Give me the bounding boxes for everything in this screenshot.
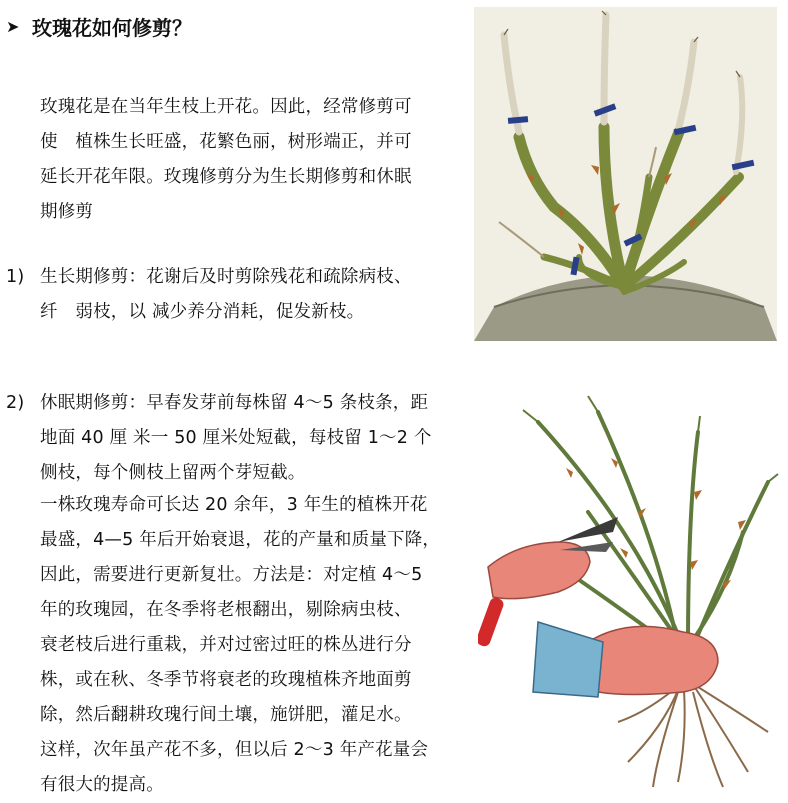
rose-bush-svg [474, 7, 777, 341]
item-number: 1) [6, 267, 25, 287]
renewal-line: 最盛，4—5 年后开始衰退，花的产量和质量下降， [40, 530, 441, 550]
intro-paragraph [40, 90, 468, 230]
item-line: 休眠期修剪：早春发芽前每株留 4～5 条枝条，距 [40, 393, 429, 413]
list-item-growth-pruning [6, 260, 466, 330]
renewal-line: 因此，需要进行更新复壮。方法是：对定植 4～5 [40, 565, 423, 585]
item-line: 地面 40 厘 米一 50 厘米处短截，每枝留 1～2 个 [40, 428, 432, 448]
renewal-line: 株，或在秋、冬季节将衰老的玫瑰植株齐地面剪 [40, 670, 412, 690]
section-heading [6, 12, 192, 41]
item-line: 纤 弱枝，以 减少养分消耗，促发新枝。 [40, 302, 365, 322]
item-line: 侧枝，每个侧枝上留两个芽短截。 [40, 463, 306, 483]
intro-line: 玫瑰花是在当年生枝上开花。因此，经常修剪可 [40, 97, 412, 117]
list-item-dormant-pruning [6, 386, 468, 491]
renewal-line: 年的玫瑰园，在冬季将老根翻出，剔除病虫枝、 [40, 600, 412, 620]
shears-svg [478, 392, 784, 790]
intro-line: 延长开花年限。玫瑰修剪分为生长期修剪和休眠 [40, 167, 412, 187]
renewal-line: 衰老枝后进行重栽，并对过密过旺的株丛进行分 [40, 635, 412, 655]
renewal-line: 一株玫瑰寿命可长达 20 余年，3 年生的植株开花 [40, 495, 428, 515]
renewal-line: 有很大的提高。 [40, 775, 164, 795]
renewal-paragraph [40, 488, 468, 803]
page-title: 玫瑰花如何修剪？ [32, 16, 192, 40]
intro-line: 使 植株生长旺盛，花繁色丽，树形端正，并可 [40, 132, 412, 152]
renewal-line: 除，然后翻耕玫瑰行间土壤，施饼肥，灌足水。 [40, 705, 412, 725]
renewal-line: 这样，次年虽产花不多，但以后 2～3 年产花量会 [40, 740, 429, 760]
pruning-shears-illustration [478, 392, 784, 790]
item-line: 生长期修剪：花谢后及时剪除残花和疏除病枝、 [40, 267, 412, 287]
intro-line: 期修剪 [40, 202, 94, 222]
arrow-bullet-icon: ➤ [6, 17, 20, 36]
rose-bush-pruning-illustration [474, 7, 777, 341]
item-number: 2) [6, 393, 25, 413]
